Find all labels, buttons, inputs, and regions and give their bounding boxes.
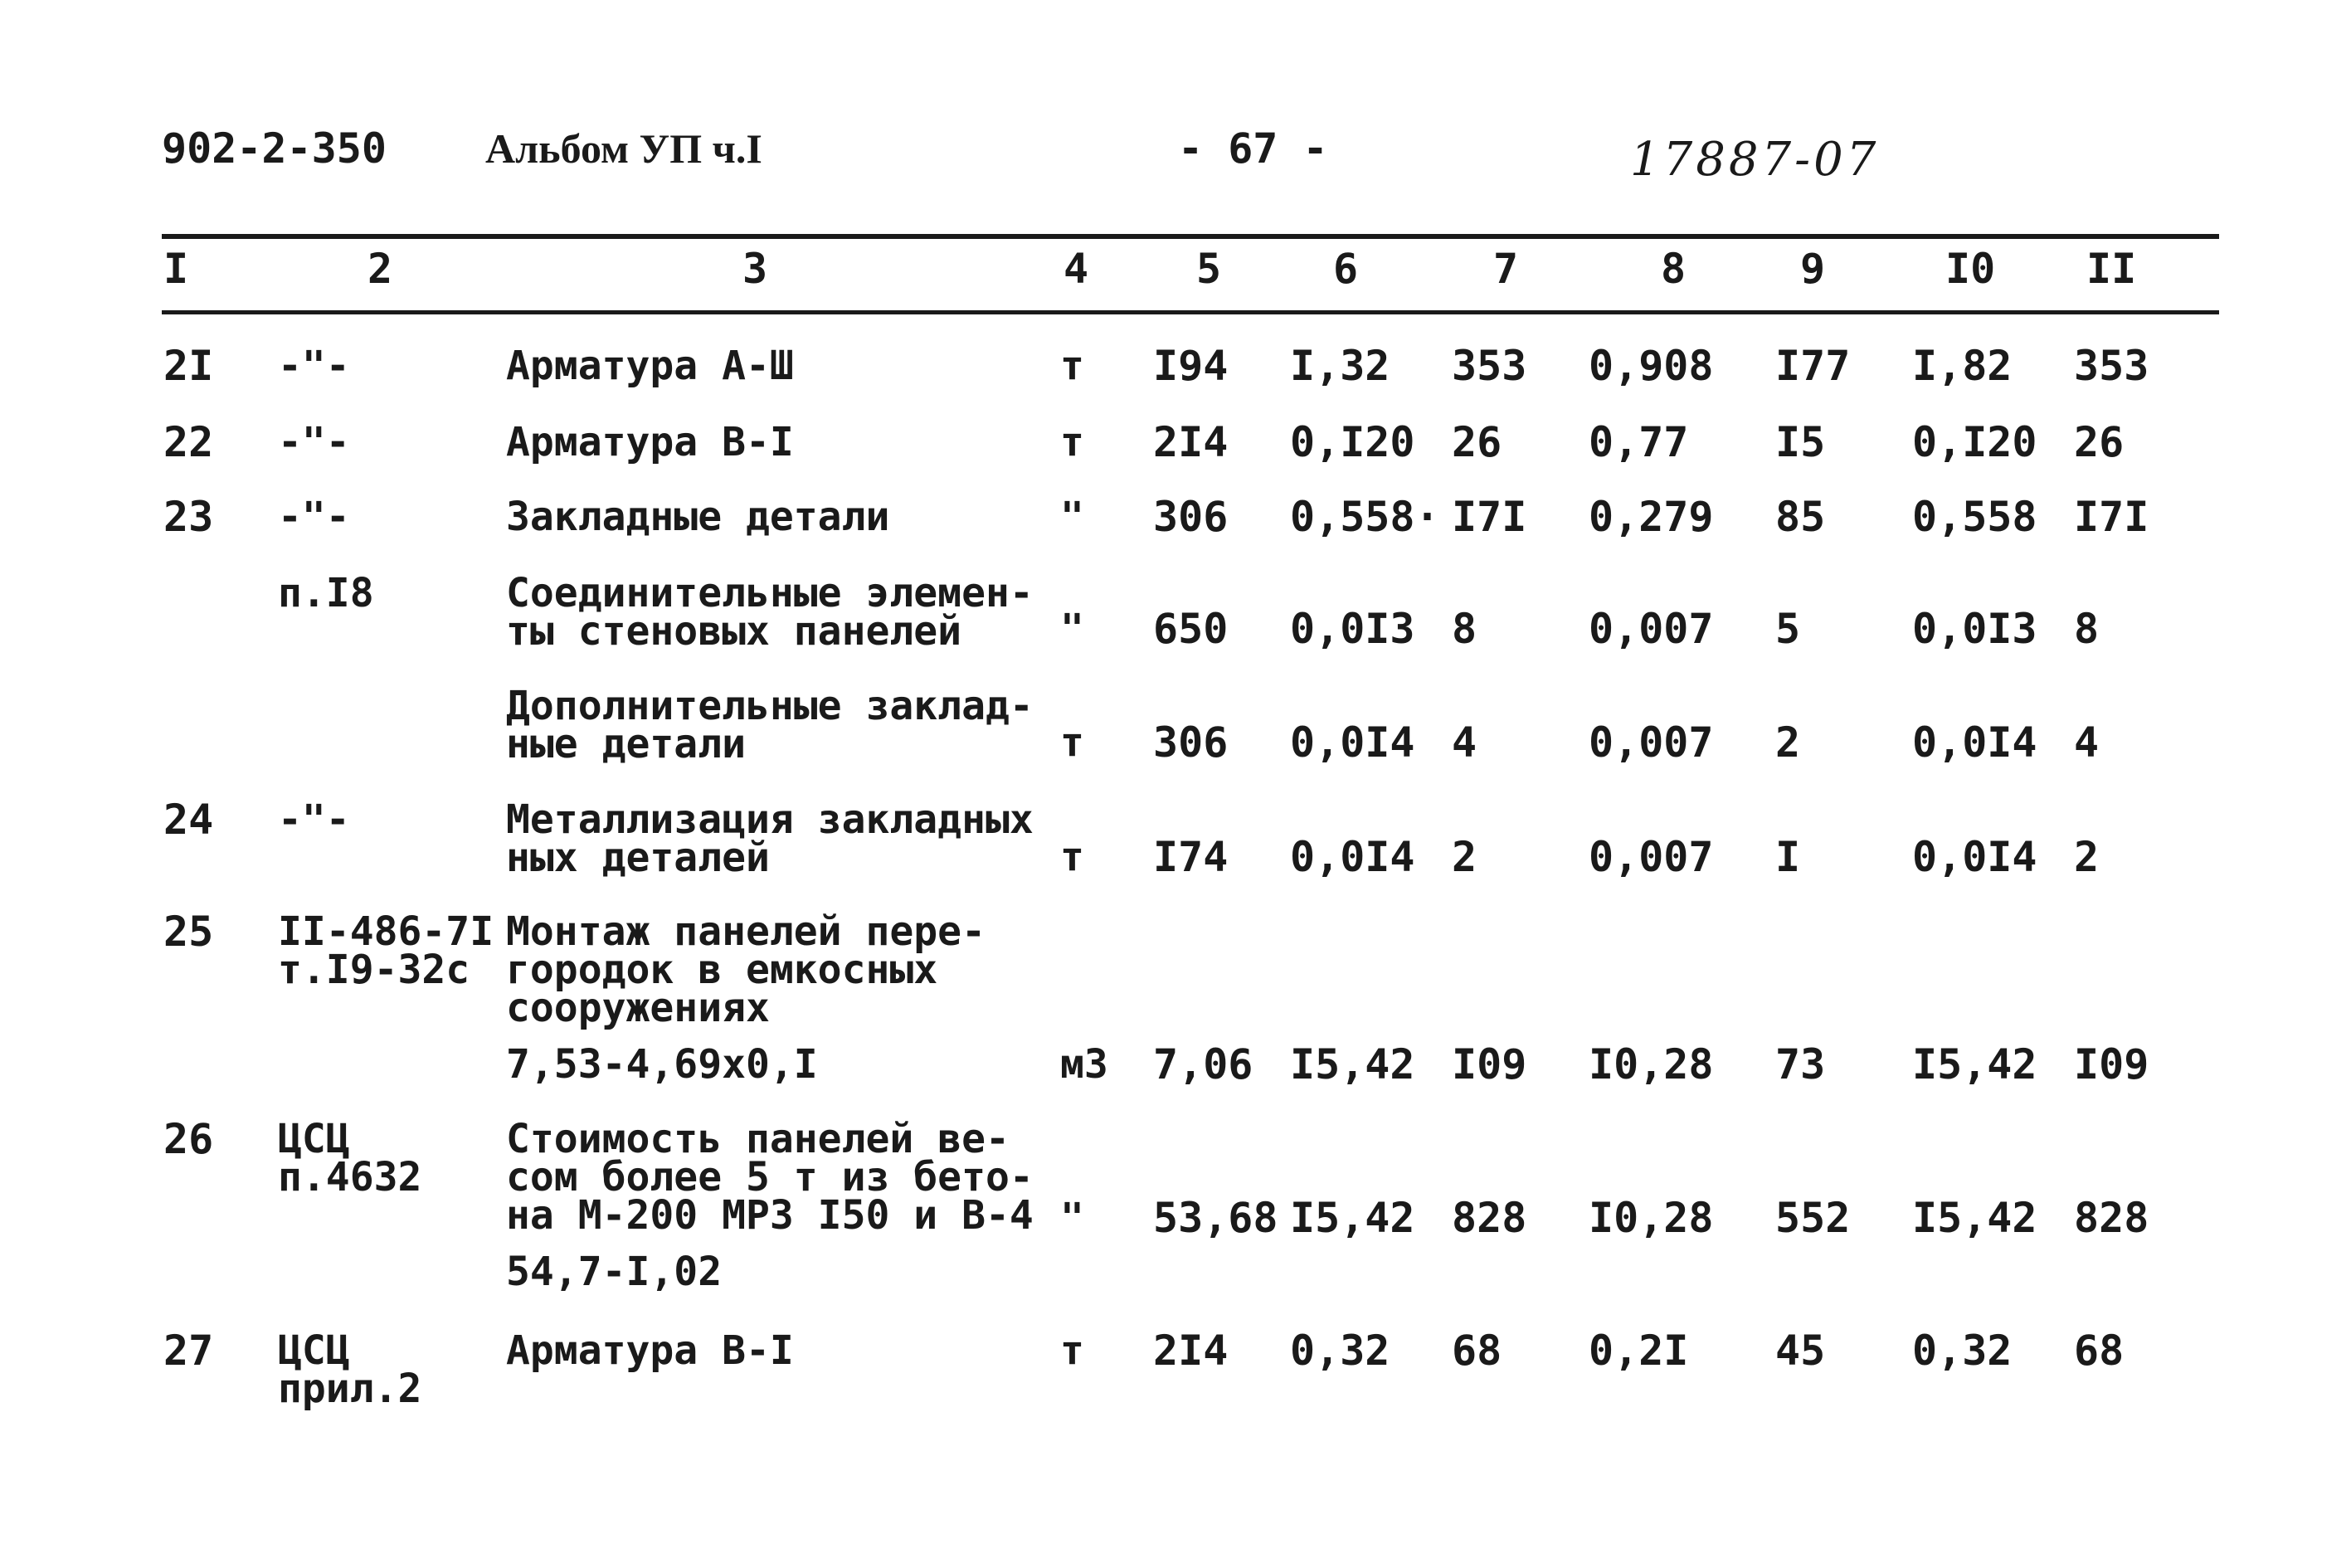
cell-col5: 53,68 [1153,1194,1278,1242]
item-description: Арматура В-I [506,1327,794,1374]
cell-col8: 0,279 [1589,493,1714,541]
cell-col10: 0,32 [1912,1327,2013,1375]
cell-col7: I09 [1452,1040,1527,1088]
cell-col9: 45 [1775,1327,1826,1375]
cell-col7: 828 [1452,1194,1527,1242]
column-header-4: 4 [1064,245,1089,293]
cell-col9: I5 [1775,418,1826,466]
cell-col11: I7I [2074,493,2149,541]
cell-col9: 73 [1775,1040,1826,1088]
cell-col6: I5,42 [1290,1040,1415,1088]
cell-col11: 353 [2074,342,2149,390]
cell-col9: I77 [1775,342,1851,390]
item-description: Металлизация закладных ных деталей [506,796,1034,881]
unit: " [1060,494,1084,540]
column-header-10: I0 [1945,245,1996,293]
row-number: 27 [163,1327,214,1375]
cell-col6: 0,0I4 [1290,718,1415,767]
column-header-8: 8 [1661,245,1687,293]
cell-col7: 8 [1452,605,1477,653]
cell-col5: 7,06 [1153,1040,1253,1088]
cell-col10: I5,42 [1912,1194,2037,1242]
cell-col8: 0,2I [1589,1327,1689,1375]
row-number: 2I [163,342,214,390]
item-formula: 54,7-I,02 [506,1249,723,1295]
item-description: Соединительные элемен- ты стеновых панелей [506,570,1034,655]
cell-col6: 0,32 [1290,1327,1390,1375]
unit: т [1060,719,1084,766]
source-ref: ЦСЦ п.4632 [278,1116,422,1200]
cell-col9: 2 [1775,718,1801,767]
column-header-7: 7 [1493,245,1519,293]
item-description: Монтаж панелей пере- городок в емкосных сооружениях [506,908,986,1031]
cell-col10: 0,0I3 [1912,605,2037,653]
row-number: 24 [163,796,214,844]
item-description: Дополнительные заклад- ные детали [506,683,1034,767]
cell-col8: I0,28 [1589,1194,1714,1242]
cell-col8: 0,007 [1589,833,1714,881]
source-ref: -"- [278,343,350,389]
cell-col5: 306 [1153,493,1229,541]
cell-col7: 4 [1452,718,1477,767]
album-label: Альбом УП ч.I [485,125,762,172]
cell-col9: 552 [1775,1194,1851,1242]
item-formula: 7,53-4,69х0,I [506,1041,818,1088]
handwritten-doc-number: 17887-07 [1630,133,1880,187]
column-header-9: 9 [1800,245,1826,293]
cell-col10: I,82 [1912,342,2013,390]
unit: т [1060,419,1084,465]
cell-col8: 0,908 [1589,342,1714,390]
row-number: 23 [163,493,214,541]
page-number: - 67 - [1178,124,1328,173]
item-description: Стоимость панелей ве- сом более 5 т из бето- на М-200 МРЗ I50 и В-4 [506,1116,1034,1239]
unit: м3 [1060,1041,1108,1088]
column-header-6: 6 [1333,245,1359,293]
cell-col10: I5,42 [1912,1040,2037,1088]
cell-col11: 2 [2074,833,2100,881]
cell-col5: 2I4 [1153,418,1229,466]
cell-col7: 26 [1452,418,1502,466]
cell-col5: 2I4 [1153,1327,1229,1375]
row-number: 26 [163,1115,214,1163]
unit: т [1060,834,1084,880]
cell-col8: 0,007 [1589,718,1714,767]
cell-col10: 0,0I4 [1912,718,2037,767]
cell-col8: I0,28 [1589,1040,1714,1088]
column-header-11: II [2086,245,2137,293]
cell-col6: I,32 [1290,342,1390,390]
cell-col8: 0,007 [1589,605,1714,653]
source-ref: -"- [278,419,350,465]
item-description: Закладные детали [506,494,890,540]
column-header-2: 2 [367,245,393,293]
cell-col11: I09 [2074,1040,2149,1088]
cell-col8: 0,77 [1589,418,1689,466]
unit: т [1060,343,1084,389]
row-number: 25 [163,908,214,956]
source-ref: II-486-7I т.I9-32с [278,908,494,993]
cell-col7: 2 [1452,833,1477,881]
doc-code: 902-2-350 [162,124,387,173]
cell-col11: 828 [2074,1194,2149,1242]
column-header-3: 3 [742,245,768,293]
cell-col6: 0,I20 [1290,418,1415,466]
cell-col5: I74 [1153,833,1229,881]
cell-col5: 650 [1153,605,1229,653]
cell-col10: 0,I20 [1912,418,2037,466]
unit: " [1060,606,1084,652]
source-ref: ЦСЦ прил.2 [278,1327,422,1412]
header-bottom-rule [162,310,2219,314]
row-number: 22 [163,418,214,466]
cell-col9: 85 [1775,493,1826,541]
cell-col7: I7I [1452,493,1527,541]
cell-col7: 353 [1452,342,1527,390]
column-header-5: 5 [1196,245,1222,293]
cell-col6: 0,558· [1290,493,1440,541]
item-description: Арматура А-Ш [506,343,794,389]
cell-col11: 68 [2074,1327,2125,1375]
cell-col11: 26 [2074,418,2125,466]
column-header-1: I [163,245,189,293]
cell-col5: I94 [1153,342,1229,390]
cell-col9: 5 [1775,605,1801,653]
unit: т [1060,1327,1084,1374]
cell-col10: 0,558 [1912,493,2037,541]
cell-col11: 8 [2074,605,2100,653]
cell-col11: 4 [2074,718,2100,767]
cell-col6: I5,42 [1290,1194,1415,1242]
source-ref: -"- [278,494,350,540]
cell-col10: 0,0I4 [1912,833,2037,881]
cell-col6: 0,0I4 [1290,833,1415,881]
cell-col7: 68 [1452,1327,1502,1375]
unit: " [1060,1195,1084,1241]
source-ref: п.I8 [278,570,374,616]
source-ref: -"- [278,796,350,843]
item-description: Арматура В-I [506,419,794,465]
cell-col5: 306 [1153,718,1229,767]
table-top-rule [162,234,2219,239]
cell-col9: I [1775,833,1801,881]
cell-col6: 0,0I3 [1290,605,1415,653]
